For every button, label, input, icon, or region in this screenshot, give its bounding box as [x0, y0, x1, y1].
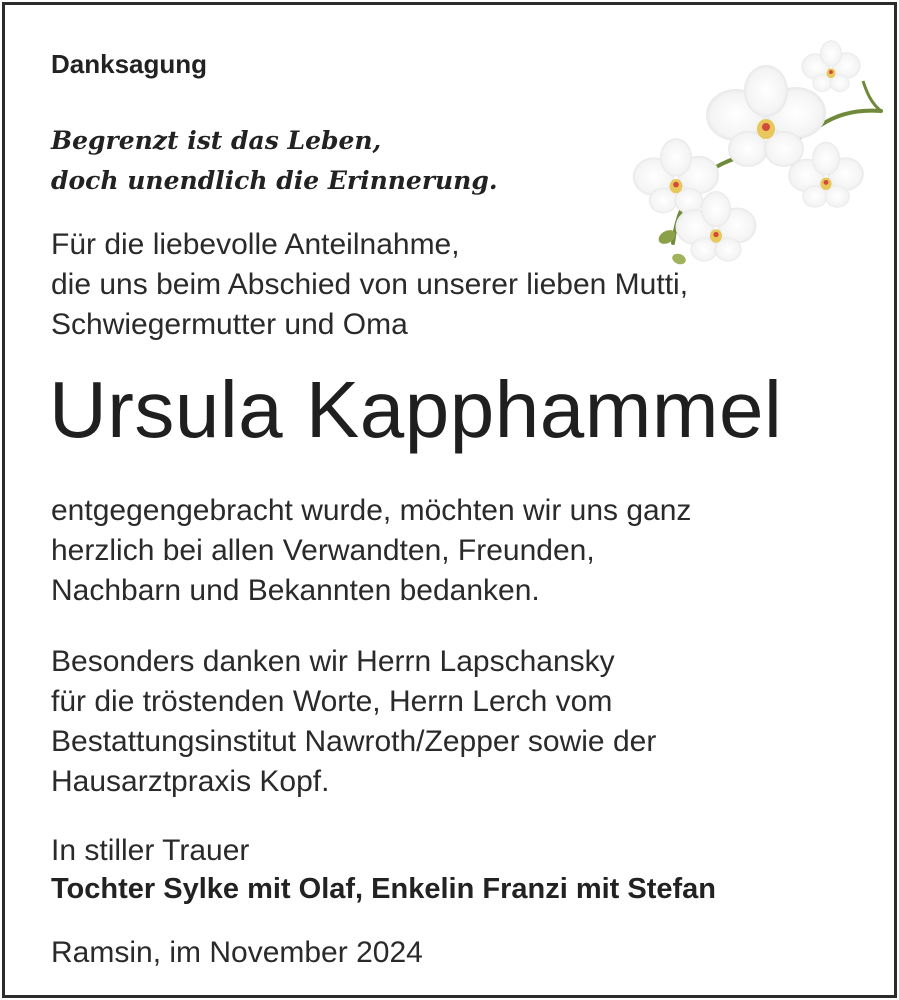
intro-line-3: Schwiegermutter und Oma [51, 308, 408, 341]
special-thanks-line-1: Besonders danken wir Herrn Lapschansky [51, 645, 615, 678]
thanks-line-2: herzlich bei allen Verwandten, Freunden, [51, 534, 595, 567]
special-thanks-line-3: Bestattungsinstitut Nawroth/Zepper sowie der [51, 725, 657, 758]
special-thanks-paragraph [51, 642, 656, 802]
thanks-paragraph [51, 491, 691, 611]
quote-line-1: Begrenzt ist das Leben, [51, 126, 382, 155]
family-signature: Tochter Sylke mit Olaf, Enkelin Franzi mit Stefan [51, 873, 717, 905]
deceased-name: Ursula Kapphammel [49, 365, 783, 454]
special-thanks-line-2: für die tröstenden Worte, Herrn Lerch vom [51, 685, 613, 718]
notice-heading: Danksagung [51, 49, 208, 79]
thanks-line-3: Nachbarn und Bekannten bedanken. [51, 574, 540, 607]
intro-paragraph [51, 225, 688, 345]
intro-line-2: die uns beim Abschied von unserer lieben Mutti, [51, 268, 689, 301]
special-thanks-line-4: Hausarztpraxis Kopf. [51, 765, 330, 798]
thanks-line-1: entgegengebracht wurde, möchten wir uns ganz [51, 494, 692, 527]
quote-line-2: doch unendlich die Erinnerung. [51, 166, 498, 195]
intro-line-1: Für die liebevolle Anteilnahme, [51, 228, 460, 261]
place-date: Ramsin, im November 2024 [51, 936, 423, 969]
quote [51, 121, 498, 201]
notice-frame [2, 2, 897, 998]
mourning-label: In stiller Trauer [51, 834, 250, 867]
